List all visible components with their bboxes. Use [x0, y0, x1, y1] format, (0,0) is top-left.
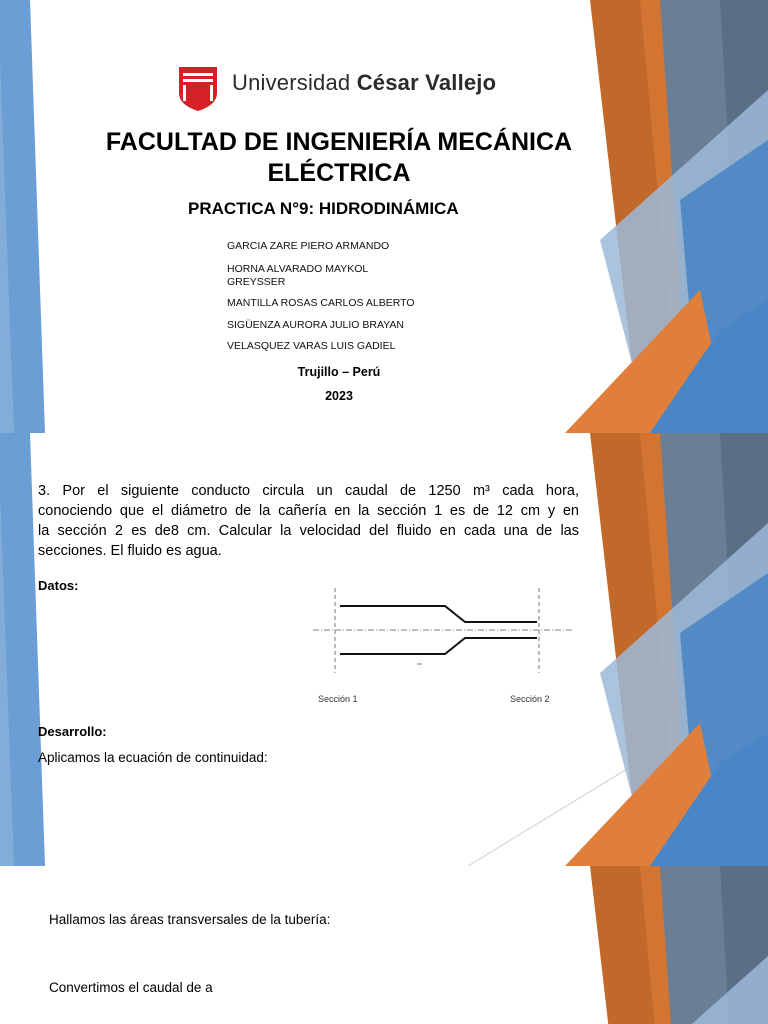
problem-statement	[38, 481, 579, 561]
desarrollo-label: Desarrollo:	[38, 724, 107, 739]
author-name: SIGÜENZA AURORA JULIO BRAYAN	[227, 319, 404, 331]
continuity-text: Aplicamos la ecuación de continuidad:	[38, 750, 268, 765]
author-name: GREYSSER	[227, 276, 286, 288]
problem-line: la sección 2 es de8 cm. Calcular la velocidad del fluido en cada una de las	[38, 523, 579, 539]
year: 2023	[325, 389, 353, 403]
datos-label: Datos:	[38, 578, 79, 593]
author-name: GARCIA ZARE PIERO ARMANDO	[227, 240, 390, 252]
problem-line: conociendo que el diámetro de la cañería en la sección 1 es de 12 cm y en	[38, 503, 579, 519]
section-1-label: Sección 1	[318, 694, 358, 704]
faculty-title-line1: FACULTAD DE INGENIERÍA MECÁNICA	[105, 128, 573, 156]
author-name: VELASQUEZ VARAS LUIS GADIEL	[227, 340, 396, 352]
university-name-regular: Universidad	[232, 70, 351, 95]
problem-line: 3. Por el siguiente conducto circula un caudal de 1250 m³ cada hora,	[38, 483, 579, 499]
author-name: HORNA ALVARADO MAYKOL	[227, 263, 369, 275]
location: Trujillo – Perú	[297, 365, 381, 379]
title-slide	[0, 0, 768, 433]
university-shield-logo	[179, 67, 217, 111]
solution-slide	[0, 866, 768, 1024]
section-2-label: Sección 2	[510, 694, 550, 704]
university-name	[232, 70, 496, 96]
areas-text: Hallamos las áreas transversales de la tubería:	[49, 912, 331, 927]
convert-text: Convertimos el caudal de a	[49, 980, 213, 995]
university-name-bold: César Vallejo	[356, 70, 497, 95]
problem-slide	[0, 433, 768, 866]
slide-decoration	[0, 866, 768, 1024]
faculty-title-line2: ELÉCTRICA	[267, 159, 411, 187]
pipe-diagram	[305, 583, 575, 713]
author-name: MANTILLA ROSAS CARLOS ALBERTO	[227, 297, 415, 309]
practice-title: PRACTICA N°9: HIDRODINÁMICA	[188, 199, 459, 218]
problem-line: secciones. El fluido es agua.	[38, 543, 222, 559]
